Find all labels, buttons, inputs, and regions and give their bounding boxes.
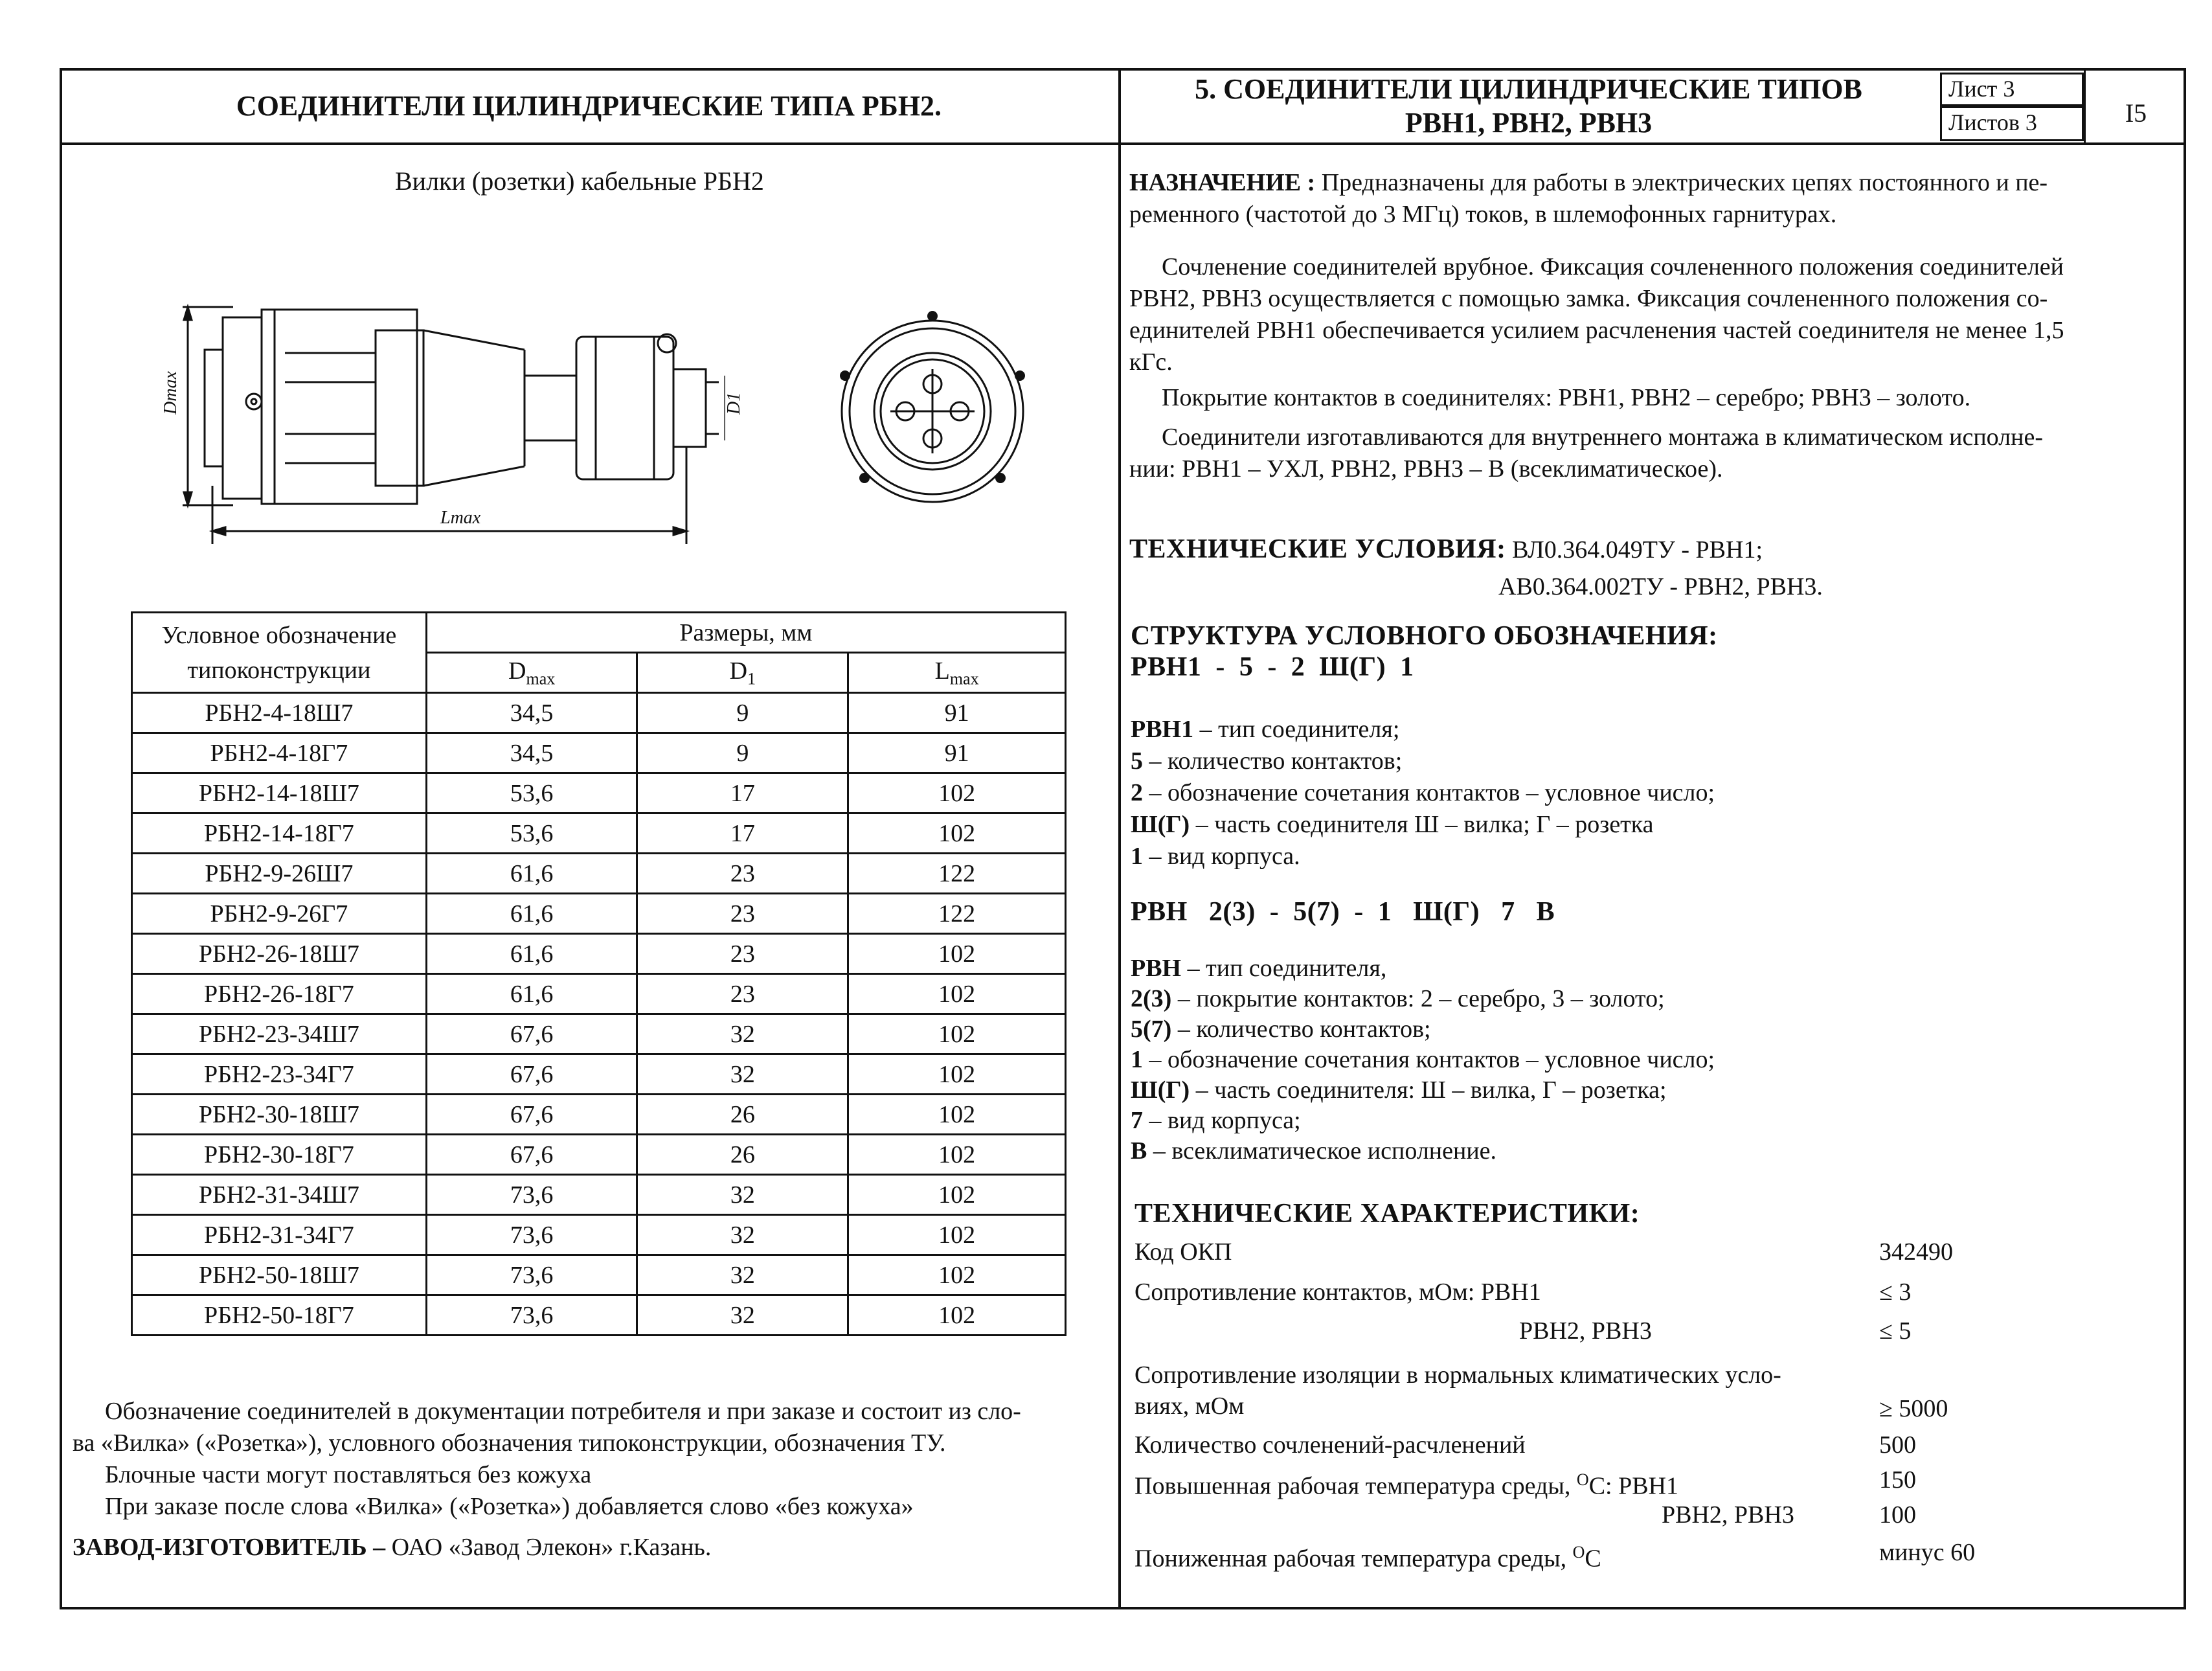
code-item-text: – вид корпуса. xyxy=(1143,843,1300,870)
left-notes xyxy=(73,1396,1109,1563)
table-cell-d1: 32 xyxy=(637,1255,848,1295)
page-number: I5 xyxy=(2084,68,2186,142)
table-row xyxy=(132,1095,1066,1135)
table-cell-l: 102 xyxy=(848,1175,1066,1215)
table-cell-l: 102 xyxy=(848,773,1066,813)
table-cell-d1: 32 xyxy=(637,1215,848,1255)
code-item xyxy=(1131,1075,2173,1106)
code-item xyxy=(1131,1136,2173,1166)
d1-label: D1 xyxy=(724,392,744,415)
table-cell-l: 102 xyxy=(848,1014,1066,1054)
code-item-key: 5 xyxy=(1131,747,1143,775)
table-cell-d1: 32 xyxy=(637,1295,848,1336)
table-cell-l: 102 xyxy=(848,974,1066,1014)
designation-header xyxy=(132,613,427,693)
high-temp-label-a: Повышенная рабочая температура среды, xyxy=(1134,1472,1577,1500)
table-row xyxy=(132,1295,1066,1336)
table-row xyxy=(132,813,1066,854)
code-item-text: – обозначение сочетания контактов – условное число; xyxy=(1143,779,1715,806)
table-cell-l: 102 xyxy=(848,934,1066,974)
table-cell-d1: 23 xyxy=(637,974,848,1014)
table-cell-d: 61,6 xyxy=(426,854,637,894)
table-cell-d1: 23 xyxy=(637,854,848,894)
code-item xyxy=(1131,745,2173,777)
code-item-text: – часть соединителя Ш – вилка; Г – розетка xyxy=(1190,811,1654,838)
table-cell-d1: 17 xyxy=(637,773,848,813)
note3: При заказе после слова «Вилка» («Розетка») добавляется слово «без кожуха» xyxy=(105,1493,914,1520)
table-cell-name: РБН2-30-18Ш7 xyxy=(132,1095,427,1135)
sheet-total-box: Листов 3 xyxy=(1940,106,2084,141)
tech-conditions xyxy=(1129,534,2172,603)
code-item-key: 7 xyxy=(1131,1107,1143,1134)
cycles-label: Количество сочленений-расчленений xyxy=(1134,1431,1526,1459)
code-item xyxy=(1131,1106,2173,1136)
tech-cond-label: ТЕХНИЧЕСКИЕ УСЛОВИЯ: xyxy=(1129,534,1506,564)
table-cell-d1: 17 xyxy=(637,813,848,854)
table-cell-d1: 9 xyxy=(637,693,848,733)
left-header-title: СОЕДИНИТЕЛИ ЦИЛИНДРИЧЕСКИЕ ТИПА РБН2. xyxy=(236,90,942,122)
table-cell-name: РБН2-31-34Г7 xyxy=(132,1215,427,1255)
code-item-key: РВН xyxy=(1131,955,1182,982)
cycles-value: 500 xyxy=(1879,1431,1916,1459)
table-row xyxy=(132,1215,1066,1255)
code-item xyxy=(1131,1045,2173,1075)
table-cell-l: 102 xyxy=(848,813,1066,854)
table-cell-name: РБН2-4-18Ш7 xyxy=(132,693,427,733)
purpose-line1 xyxy=(1129,167,2172,199)
contact-resistance-label: Сопротивление контактов, мОм: РВН1 xyxy=(1134,1279,1541,1306)
table-cell-name: РБН2-14-18Г7 xyxy=(132,813,427,854)
manufacturer-label: ЗАВОД-ИЗГОТОВИТЕЛЬ – xyxy=(73,1534,386,1561)
okp-value: 342490 xyxy=(1879,1238,1953,1266)
table-cell-name: РБН2-50-18Ш7 xyxy=(132,1255,427,1295)
table-cell-d: 61,6 xyxy=(426,894,637,934)
code-item-key: РВН1 xyxy=(1131,716,1194,743)
note2: Блочные части могут поставляться без кожуха xyxy=(105,1461,592,1488)
code-item-key: 5(7) xyxy=(1131,1016,1172,1043)
table-cell-d: 67,6 xyxy=(426,1014,637,1054)
code-item-text: – вид корпуса; xyxy=(1143,1107,1301,1134)
high-temp-label2: РВН2, РВН3 xyxy=(1662,1501,1794,1529)
tech-cond-value1: ВЛ0.364.049ТУ - РВН1; xyxy=(1506,536,1763,563)
high-temp-label-b: С: РВН1 xyxy=(1588,1472,1679,1500)
header-divider xyxy=(60,142,2186,145)
subheader-sub: max xyxy=(949,669,979,688)
table-row xyxy=(132,773,1066,813)
purpose-text1: Предназначены для работы в электрических цепях постоянного и пе- xyxy=(1315,169,2048,196)
table-cell-d1: 9 xyxy=(637,733,848,773)
low-temp-label-b: С xyxy=(1585,1545,1601,1573)
dimensions-table xyxy=(131,611,1066,1336)
dimension-subheader xyxy=(848,653,1066,693)
table-cell-name: РБН2-14-18Ш7 xyxy=(132,773,427,813)
okp-label: Код ОКП xyxy=(1134,1238,1232,1266)
subheader-main: D xyxy=(508,657,526,685)
structure-section xyxy=(1131,620,2173,683)
table-cell-d: 34,5 xyxy=(426,733,637,773)
para1-line4: кГс. xyxy=(1129,348,1173,376)
table-row xyxy=(132,854,1066,894)
dimensions-table-body xyxy=(132,693,1066,1336)
code-item-key: Ш(Г) xyxy=(1131,811,1190,838)
column-divider xyxy=(1118,68,1121,1609)
code-item xyxy=(1131,714,2173,745)
code-item-key: 1 xyxy=(1131,1046,1143,1073)
table-cell-d: 53,6 xyxy=(426,773,637,813)
table-row xyxy=(132,974,1066,1014)
table-cell-d: 67,6 xyxy=(426,1054,637,1095)
tech-cond-value2: АВ0.364.002ТУ - РВН2, РВН3. xyxy=(1498,573,1823,600)
table-cell-name: РБН2-50-18Г7 xyxy=(132,1295,427,1336)
table-cell-l: 102 xyxy=(848,1295,1066,1336)
structure-title: СТРУКТУРА УСЛОВНОГО ОБОЗНАЧЕНИЯ: xyxy=(1131,621,1718,651)
connector-front-view xyxy=(826,304,1039,518)
contact-resistance-value1: ≤ 3 xyxy=(1879,1279,1912,1306)
structure-code2: РВН 2(3) - 5(7) - 1 Ш(Г) 7 В xyxy=(1131,897,1555,927)
dimensions-group-header: Размеры, мм xyxy=(426,613,1065,653)
code-item-text: – тип соединителя; xyxy=(1193,716,1400,743)
right-header-line2: РВН1, РВН2, РВН3 xyxy=(1405,107,1653,139)
manufacturer-value: ОАО «Завод Элекон» г.Казань. xyxy=(385,1534,712,1561)
low-temp-label xyxy=(1134,1538,1601,1574)
code-item-text: – покрытие контактов: 2 – серебро, 3 – золото; xyxy=(1171,985,1665,1012)
high-temp-value2: 100 xyxy=(1879,1501,1916,1529)
table-cell-l: 122 xyxy=(848,894,1066,934)
high-temp-label xyxy=(1134,1465,1678,1501)
designation-header-line1: Условное обозначение xyxy=(161,621,397,649)
dimension-subheader xyxy=(426,653,637,693)
para1-line1: Сочленение соединителей врубное. Фиксация сочлененного положения соединителей xyxy=(1162,253,2064,280)
table-cell-name: РБН2-23-34Ш7 xyxy=(132,1014,427,1054)
table-cell-name: РБН2-30-18Г7 xyxy=(132,1135,427,1175)
table-cell-l: 102 xyxy=(848,1255,1066,1295)
table-cell-name: РБН2-9-26Ш7 xyxy=(132,854,427,894)
para3-line1: Соединители изготавливаются для внутреннего монтажа в климатическом исполне- xyxy=(1162,424,2043,451)
table-cell-name: РБН2-26-18Ш7 xyxy=(132,934,427,974)
right-header-line1: 5. СОЕДИНИТЕЛИ ЦИЛИНДРИЧЕСКИЕ ТИПОВ xyxy=(1195,73,1862,105)
table-row xyxy=(132,693,1066,733)
right-header-title xyxy=(1121,73,1936,140)
purpose-section xyxy=(1129,167,2172,485)
note1-line2: ва «Вилка» («Розетка»), условного обозначения типоконструкции, обозначения ТУ. xyxy=(73,1429,946,1457)
table-cell-l: 102 xyxy=(848,1215,1066,1255)
code-item-text: – часть соединителя: Ш – вилка, Г – розетка; xyxy=(1190,1076,1667,1104)
table-cell-d1: 32 xyxy=(637,1175,848,1215)
code-item-key: В xyxy=(1131,1137,1147,1165)
table-cell-d1: 32 xyxy=(637,1014,848,1054)
code-item xyxy=(1131,1014,2173,1045)
table-cell-l: 102 xyxy=(848,1054,1066,1095)
code-item-text: – тип соединителя, xyxy=(1181,955,1387,982)
subheader-main: L xyxy=(934,657,950,685)
table-row xyxy=(132,1054,1066,1095)
table-row xyxy=(132,1255,1066,1295)
code1-explanations xyxy=(1131,714,2173,872)
purpose-line2: ременного (частотой до 3 МГц) токов, в шлемофонных гарнитурах. xyxy=(1129,201,1837,228)
dmax-label: Dmax xyxy=(161,371,181,415)
contact-resistance-label2: РВН2, РВН3 xyxy=(1519,1317,1652,1345)
code-item xyxy=(1131,809,2173,841)
structure-code1: РВН1 - 5 - 2 Ш(Г) 1 xyxy=(1131,652,1414,682)
table-cell-d: 53,6 xyxy=(426,813,637,854)
lmax-label: Lmax xyxy=(440,508,481,528)
table-cell-d1: 26 xyxy=(637,1135,848,1175)
table-cell-name: РБН2-23-34Г7 xyxy=(132,1054,427,1095)
table-cell-l: 91 xyxy=(848,733,1066,773)
table-cell-d1: 23 xyxy=(637,934,848,974)
para2: Покрытие контактов в соединителях: РВН1, РВН2 – серебро; РВН3 – золото. xyxy=(1162,384,1971,411)
table-row xyxy=(132,934,1066,974)
table-cell-d: 67,6 xyxy=(426,1135,637,1175)
code-item-key: 2 xyxy=(1131,779,1143,806)
code-item-text: – обозначение сочетания контактов – условное число; xyxy=(1143,1046,1715,1073)
contact-resistance-value2: ≤ 5 xyxy=(1879,1317,1912,1345)
subheader-sub: max xyxy=(526,669,556,688)
table-cell-d: 61,6 xyxy=(426,934,637,974)
designation-header-line2: типоконструкции xyxy=(187,656,371,684)
sheet-number-box: Лист 3 xyxy=(1940,73,2084,106)
code-item xyxy=(1131,777,2173,809)
code-item-text: – всеклиматическое исполнение. xyxy=(1147,1137,1497,1165)
table-cell-d1: 26 xyxy=(637,1095,848,1135)
table-cell-name: РБН2-4-18Г7 xyxy=(132,733,427,773)
table-cell-d1: 32 xyxy=(637,1054,848,1095)
code-item xyxy=(1131,984,2173,1014)
degree-mark-2: О xyxy=(1572,1543,1585,1562)
subheader-sub: 1 xyxy=(747,669,756,688)
subheader-main: D xyxy=(729,657,748,685)
insulation-label-line1: Сопротивление изоляции в нормальных климатических усло- xyxy=(1134,1361,1781,1389)
table-cell-d: 34,5 xyxy=(426,693,637,733)
table-cell-name: РБН2-26-18Г7 xyxy=(132,974,427,1014)
code2-explanations xyxy=(1131,953,2173,1166)
table-row xyxy=(132,1175,1066,1215)
low-temp-value: минус 60 xyxy=(1879,1539,1976,1566)
table-header-row xyxy=(132,613,1066,653)
code-item-key: 2(3) xyxy=(1131,985,1172,1012)
table-cell-d: 73,6 xyxy=(426,1255,637,1295)
code-item-key: 1 xyxy=(1131,843,1143,870)
low-temp-label-a: Пониженная рабочая температура среды, xyxy=(1134,1545,1573,1573)
table-cell-d1: 23 xyxy=(637,894,848,934)
figure-caption: Вилки (розетки) кабельные РБН2 xyxy=(395,166,764,196)
table-cell-l: 91 xyxy=(848,693,1066,733)
table-cell-name: РБН2-31-34Ш7 xyxy=(132,1175,427,1215)
table-row xyxy=(132,894,1066,934)
para1-line2: РВН2, РВН3 осуществляется с помощью замка. Фиксация сочлененного положения со- xyxy=(1129,285,2048,312)
table-cell-l: 122 xyxy=(848,854,1066,894)
table-row xyxy=(132,733,1066,773)
table-cell-d: 73,6 xyxy=(426,1295,637,1336)
code-item-text: – количество контактов; xyxy=(1171,1016,1431,1043)
table-cell-d: 73,6 xyxy=(426,1175,637,1215)
degree-mark: О xyxy=(1576,1470,1589,1489)
table-cell-d: 61,6 xyxy=(426,974,637,1014)
code-item-text: – количество контактов; xyxy=(1143,747,1403,775)
table-row xyxy=(132,1014,1066,1054)
note1-line1: Обозначение соединителей в документации потребителя и при заказе и состоит из сло- xyxy=(105,1398,1021,1425)
insulation-label-line2: виях, мОм xyxy=(1134,1392,1245,1420)
chars-title: ТЕХНИЧЕСКИЕ ХАРАКТЕРИСТИКИ: xyxy=(1134,1199,1640,1229)
para1-line3: единителей РВН1 обеспечивается усилием расчленения частей соединителя не менее 1,5 xyxy=(1129,317,2064,344)
table-cell-d: 73,6 xyxy=(426,1215,637,1255)
table-cell-name: РБН2-9-26Г7 xyxy=(132,894,427,934)
code-item-key: Ш(Г) xyxy=(1131,1076,1190,1104)
para3-line2: нии: РВН1 – УХЛ, РВН2, РВН3 – В (всеклиматическое). xyxy=(1129,455,1723,483)
code-item xyxy=(1131,953,2173,984)
code-item xyxy=(1131,841,2173,872)
tech-cond-line1 xyxy=(1129,534,2172,566)
table-cell-l: 102 xyxy=(848,1095,1066,1135)
manufacturer-line xyxy=(73,1532,1109,1563)
high-temp-value1: 150 xyxy=(1879,1466,1916,1494)
insulation-value: ≥ 5000 xyxy=(1879,1395,1948,1422)
dimension-subheader xyxy=(637,653,848,693)
table-cell-d: 67,6 xyxy=(426,1095,637,1135)
table-cell-l: 102 xyxy=(848,1135,1066,1175)
table-row xyxy=(132,1135,1066,1175)
purpose-label: НАЗНАЧЕНИЕ : xyxy=(1129,169,1316,196)
